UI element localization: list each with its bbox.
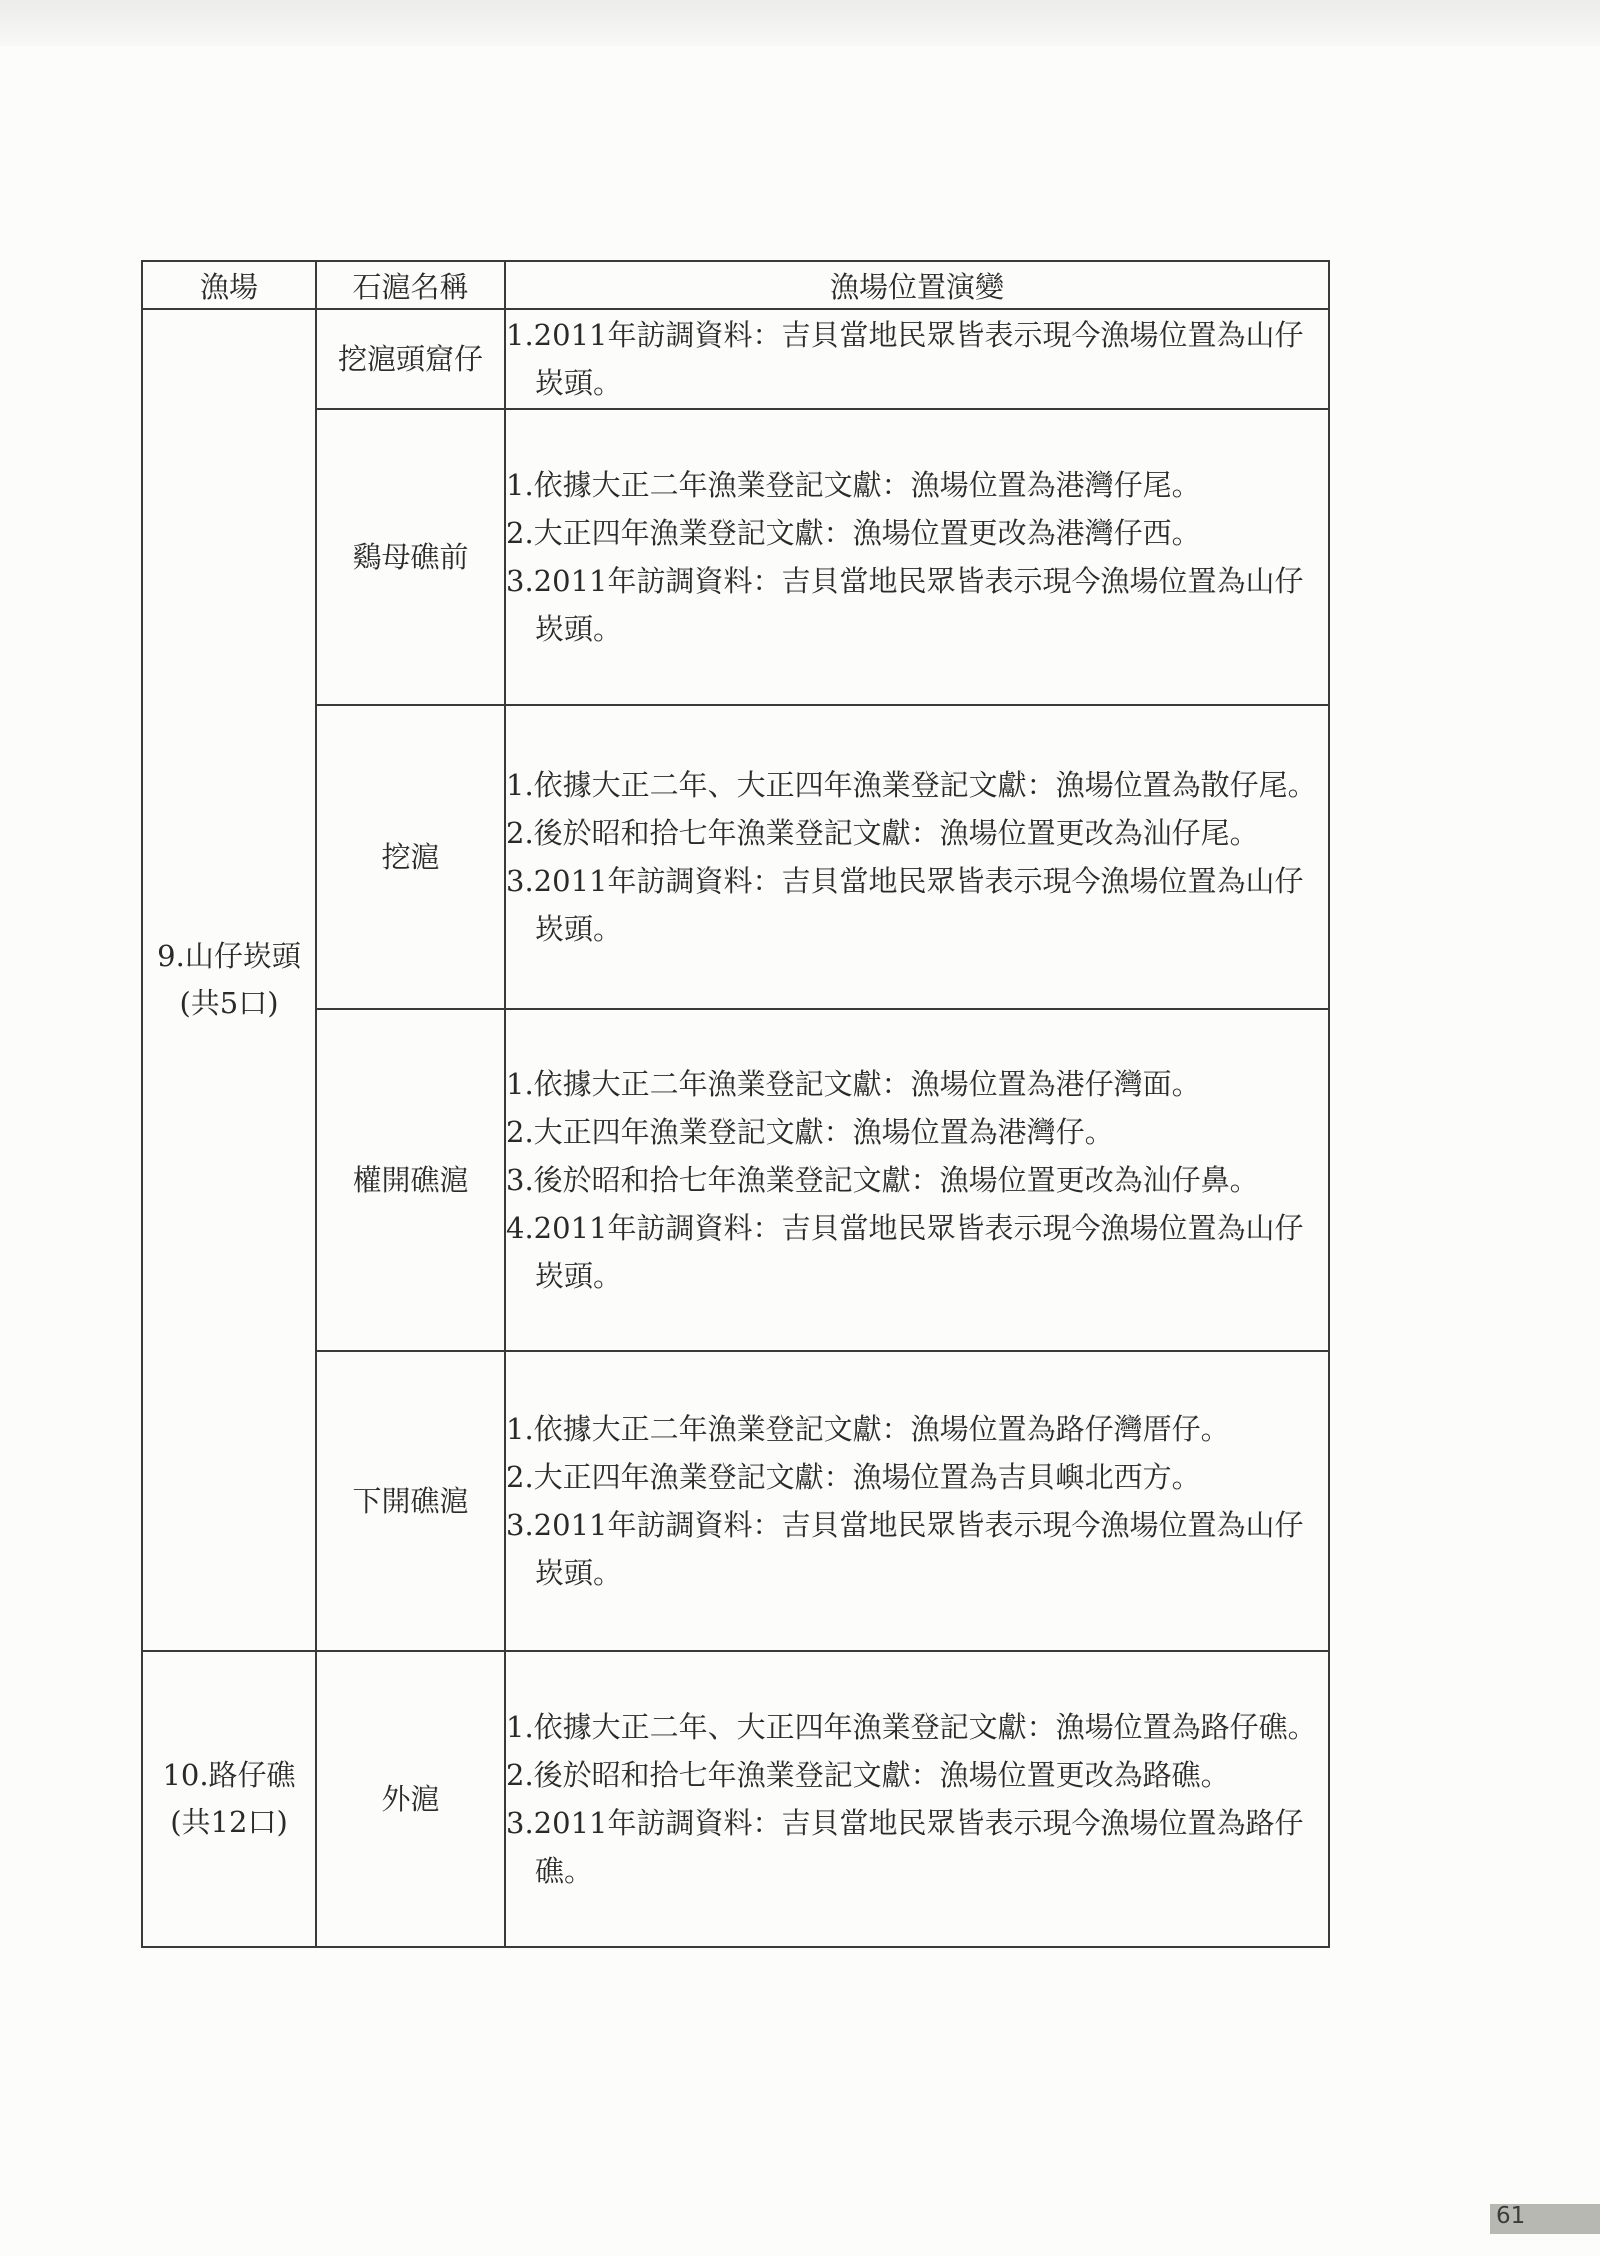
table-row: [142, 1651, 1329, 1947]
fishing-ground-count: (共5口): [179, 986, 279, 1020]
location-history: [505, 705, 1329, 1009]
location-history: [505, 1351, 1329, 1651]
location-history: [505, 1009, 1329, 1351]
history-item: 2.大正四年漁業登記文獻：漁場位置為港灣仔。: [506, 1115, 1114, 1149]
top-shadow: [0, 0, 1600, 46]
history-item: 2.大正四年漁業登記文獻：漁場位置更改為港灣仔西。: [506, 516, 1201, 550]
header-row: [142, 261, 1329, 309]
table-row: [142, 1009, 1329, 1351]
fishing-ground-cell: [142, 309, 316, 1651]
history-item: 4.2011年訪調資料：吉貝當地民眾皆表示現今漁場位置為山仔崁頭。: [506, 1211, 1304, 1293]
fishing-ground-name: 9.山仔崁頭: [157, 939, 301, 973]
history-item: 3.後於昭和拾七年漁業登記文獻：漁場位置更改為汕仔鼻。: [506, 1163, 1259, 1197]
weir-name: 挖滬: [316, 705, 505, 1009]
table-row: [142, 309, 1329, 409]
page-number: 61: [1496, 2203, 1526, 2229]
weir-name: 挖滬頭窟仔: [316, 309, 505, 409]
fishing-ground-count: (共12口): [170, 1805, 288, 1839]
history-item: 1.依據大正二年、大正四年漁業登記文獻：漁場位置為路仔礁。: [506, 1710, 1317, 1744]
table-row: [142, 705, 1329, 1009]
header-fishing-ground: 漁場: [142, 261, 316, 309]
fishing-ground-cell: [142, 1651, 316, 1947]
table-row: [142, 1351, 1329, 1651]
history-item: 1.依據大正二年漁業登記文獻：漁場位置為路仔灣厝仔。: [506, 1412, 1230, 1446]
fishing-ground-table: [141, 260, 1330, 1948]
history-item: 3.2011年訪調資料：吉貝當地民眾皆表示現今漁場位置為山仔崁頭。: [506, 1508, 1304, 1590]
history-item: 2.後於昭和拾七年漁業登記文獻：漁場位置更改為路礁。: [506, 1758, 1230, 1792]
history-item: 3.2011年訪調資料：吉貝當地民眾皆表示現今漁場位置為路仔礁。: [506, 1806, 1304, 1888]
location-history: [505, 1651, 1329, 1947]
history-item: 1.依據大正二年、大正四年漁業登記文獻：漁場位置為散仔尾。: [506, 768, 1317, 802]
history-item: 2.大正四年漁業登記文獻：漁場位置為吉貝嶼北西方。: [506, 1460, 1201, 1494]
history-item: 3.2011年訪調資料：吉貝當地民眾皆表示現今漁場位置為山仔崁頭。: [506, 864, 1304, 946]
location-history: [505, 309, 1329, 409]
weir-name: 下開礁滬: [316, 1351, 505, 1651]
history-item: 3.2011年訪調資料：吉貝當地民眾皆表示現今漁場位置為山仔崁頭。: [506, 564, 1304, 646]
header-location-history: 漁場位置演變: [505, 261, 1329, 309]
history-item: 2.後於昭和拾七年漁業登記文獻：漁場位置更改為汕仔尾。: [506, 816, 1259, 850]
history-item: 1.2011年訪調資料：吉貝當地民眾皆表示現今漁場位置為山仔崁頭。: [506, 318, 1304, 400]
history-item: 1.依據大正二年漁業登記文獻：漁場位置為港仔灣面。: [506, 1067, 1201, 1101]
table-row: [142, 409, 1329, 705]
fishing-ground-name: 10.路仔礁: [162, 1758, 296, 1792]
weir-name: 外滬: [316, 1651, 505, 1947]
weir-name: 鷄母礁前: [316, 409, 505, 705]
weir-name: 權開礁滬: [316, 1009, 505, 1351]
header-weir-name: 石滬名稱: [316, 261, 505, 309]
history-item: 1.依據大正二年漁業登記文獻：漁場位置為港灣仔尾。: [506, 468, 1201, 502]
location-history: [505, 409, 1329, 705]
